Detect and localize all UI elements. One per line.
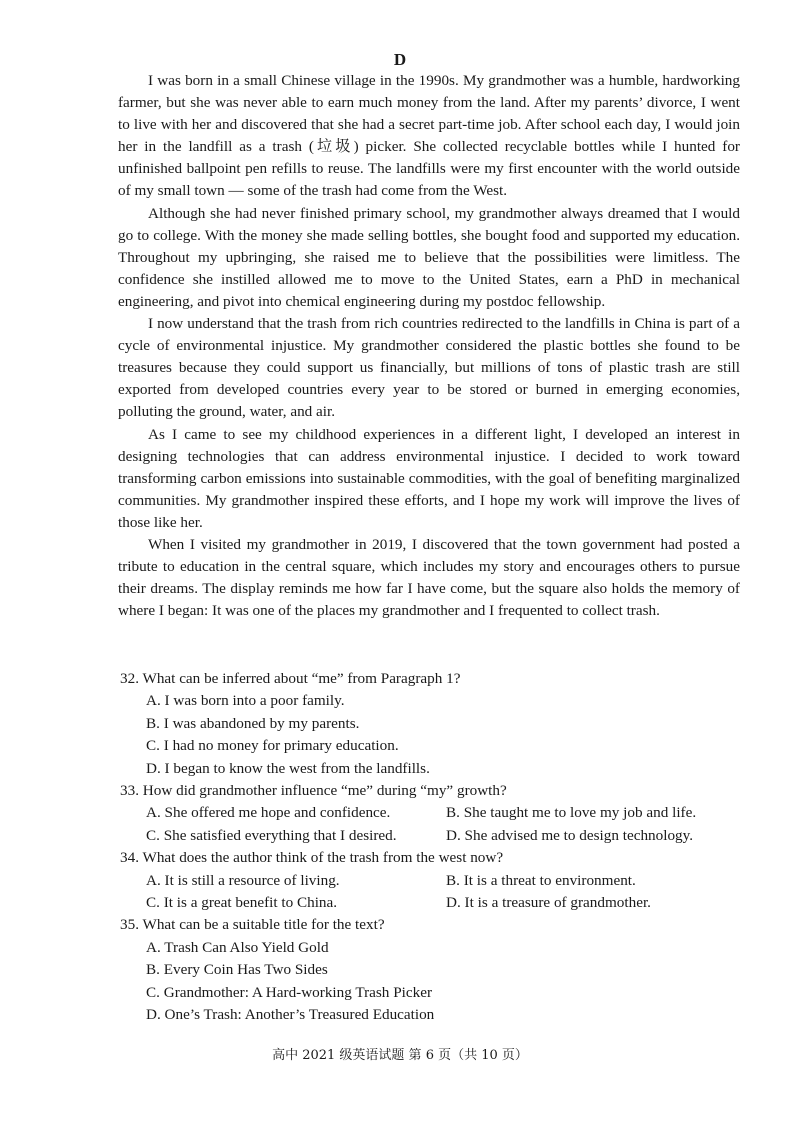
option-grid [120, 802, 740, 847]
section-label: D [393, 50, 407, 69]
option-b: B. It is a threat to environment. [446, 871, 636, 889]
passage-paragraph-2: Although she had never finished primary school, my grandmother always dreamed that I would go to college. With the money she made selling bottles, she bought food and supported my education. Throughout my upbringing, she raised me to believe that the possibilities were limitless. The confidence she instilled allowed me to move to the United States, earn a PhD in mechanical engineering, and pivot into chemical engineering during my postdoc fellowship. [118, 204, 740, 310]
option-d: D. It is a treasure of grandmother. [446, 894, 651, 912]
option-c: C. It is a great benefit to China. [146, 894, 338, 912]
option-a: A. Trash Can Also Yield Gold [146, 938, 329, 956]
option-a: A. It is still a resource of living. [146, 871, 340, 889]
page-footer: 高中 2021 级英语试题 第 6 页（共 10 页） [272, 1048, 528, 1063]
passage-paragraph-3: I now understand that the trash from rich countries redirected to the landfills in China is part of a cycle of environmental injustice. My grandmother considered the plastic bottles she found to be treasures because they could support us financially, but millions of tons of plastic trash are still exported from developed countries every year to be stored or burned in emerging economies, polluting the ground, water, and air. [118, 315, 740, 421]
question-stem: 34. What does the author think of the trash from the west now? [120, 849, 504, 867]
question-34 [120, 847, 740, 914]
option-a: A. I was born into a poor family. [146, 692, 345, 710]
passage-paragraph-5: When I visited my grandmother in 2019, I discovered that the town government had posted a tribute to education in the central square, which includes my story and encourages others to pursue their dreams. The display reminds me how far I have come, but the square also holds the memory of where I began: It was one of the places my grandmother and I frequented to collect trash. [118, 535, 740, 620]
option-d: D. One’s Trash: Another’s Treasured Education [146, 1006, 435, 1024]
option-a: A. She offered me hope and confidence. [146, 804, 391, 822]
option-d: D. I began to know the west from the landfills. [146, 759, 430, 777]
option-list [120, 690, 740, 780]
passage-paragraph-4: As I came to see my childhood experiences in a different light, I developed an interest in designing technologies that can address environmental injustice. I decided to work toward transforming carbon emissions into sustainable commodities, with the goal of benefiting marginalized communities. My grandmother inspired these efforts, and I hope my work will improve the lives of those like her. [118, 425, 740, 531]
option-c: C. She satisfied everything that I desired. [146, 826, 397, 844]
passage-paragraph-1: I was born in a small Chinese village in the 1990s. My grandmother was a humble, hardworking farmer, but she was never able to earn much money from the land. After my parents’ divorce, I went to live with her and discovered that she had a secret part-time job. After school each day, I would join her in the landfill as a trash (垃圾) picker. She collected recyclable bottles while I hunted for unfinished ballpoint pen refills to reuse. The landfills were my first encounter with the world outside of my small town — some of the trash had come from the West. [118, 72, 740, 200]
option-b: B. Every Coin Has Two Sides [146, 961, 328, 979]
question-stem: 33. How did grandmother influence “me” during “my” growth? [120, 782, 507, 800]
option-grid [120, 870, 740, 915]
question-32 [120, 668, 740, 780]
option-b: B. She taught me to love my job and life. [446, 804, 697, 822]
question-33 [120, 780, 740, 847]
option-c: C. Grandmother: A Hard-working Trash Picker [146, 983, 433, 1001]
option-b: B. I was abandoned by my parents. [146, 714, 360, 732]
question-35 [120, 914, 740, 1026]
option-c: C. I had no money for primary education. [146, 737, 399, 755]
question-stem: 35. What can be a suitable title for the text? [120, 916, 385, 934]
option-d: D. She advised me to design technology. [446, 826, 694, 844]
reading-passage [118, 70, 740, 622]
option-list [120, 937, 740, 1027]
question-list [120, 668, 740, 1027]
question-stem: 32. What can be inferred about “me” from Paragraph 1? [120, 670, 461, 687]
